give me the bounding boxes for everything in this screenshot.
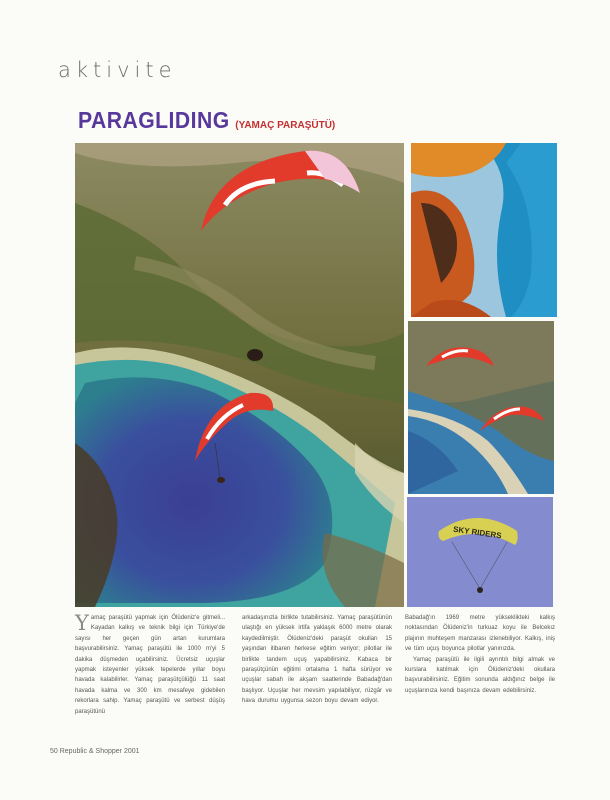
- article-column-3: [405, 613, 555, 696]
- closeup-glider-photo: [411, 143, 557, 317]
- glider-wing-text: SKY RIDERS: [452, 524, 503, 541]
- sky-riders-glider-photo: [407, 497, 553, 607]
- article-subtitle: (YAMAÇ PARAŞÜTÜ): [235, 120, 336, 131]
- article-paragraph: arkadaşınızla birlikte tutabilirsiniz. Yamaç paraşütünün ulaştığı en yüksek irtifa yaklaşık 6000 metre olarak kaydedilmiştir. Ölüdeniz'deki paraşüt okulları 15 yaşından itibaren herkese eğitim veriyor; pilotlar ile birlikte tandem uçuş yapabilirsiniz. Kabaca bir paraşütçünün eğitimi ortalama 1 hafta sürüyor ve uçuşlar sabah ile akşam saatlerinde Babadağ'dan başlıyor. Uçuşlar her mevsim yapılabiliyor, rüzgâr ve hava durumu uygunsa sezon boyu devam ediyor.: [242, 615, 392, 705]
- article-title: PARAGLIDING: [78, 107, 230, 133]
- article-paragraph: Yamaç paraşütü ile ilgili ayrıntılı bilgi almak ve kurslara katılmak için Ölüdeniz'deki okullara başvurabilirsiniz. Eğitim sonunda aldığınız belge ile uçuşlarınıza kendi başınıza devam edebilirsiniz.: [405, 656, 555, 694]
- article-body: [75, 613, 555, 753]
- beach-gliders-photo: [408, 321, 554, 494]
- pilot-silhouette: [247, 349, 263, 361]
- article-title-row: [78, 107, 335, 134]
- beach-gliders-image: [408, 321, 554, 494]
- section-label: aktivite: [58, 58, 177, 82]
- main-paragliding-photo: [75, 143, 404, 607]
- page-footer: 50 Republic & Shopper 2001: [50, 748, 140, 755]
- lagoon-landscape-image: [75, 143, 404, 607]
- article-column-2: [242, 613, 392, 707]
- article-paragraph: Babadağ'ın 1969 metre yükseklikteki kalkış noktasından Ölüdeniz'in turkuaz koyu ile Belcekız plajının muhteşem manzarası izlenebiliyor. Kalkış, iniş ve tüm uçuş boyunca pilotlar yanınızda.: [405, 615, 555, 653]
- sky-riders-image: [407, 497, 553, 607]
- drop-cap: Y: [75, 611, 89, 635]
- article-column-1: [75, 613, 225, 717]
- article-paragraph: amaç paraşütü yapmak için Ölüdeniz'e gitmeli... Kayadan kalkış ve teknik bilgi için Türkiye'de sayısı her geçen gün artan kurumlara başvurabilirsiniz. Yamaç paraşütü ile 1000 m'yi 5 dakika düşmeden uçabilirsiniz. Ücretsiz uçuşlar yapmak isteyenler yüksek tepelerde yıllar boyu havada kalabilirler. Yamaç paraşütçülüğü 11 saat havada kalma ve 300 km mesafeye gidebilen rekorlara sahip. Yamaç paraşütü ve serbest düşüş paraşütünü: [75, 615, 225, 715]
- closeup-glider-image: [411, 143, 557, 317]
